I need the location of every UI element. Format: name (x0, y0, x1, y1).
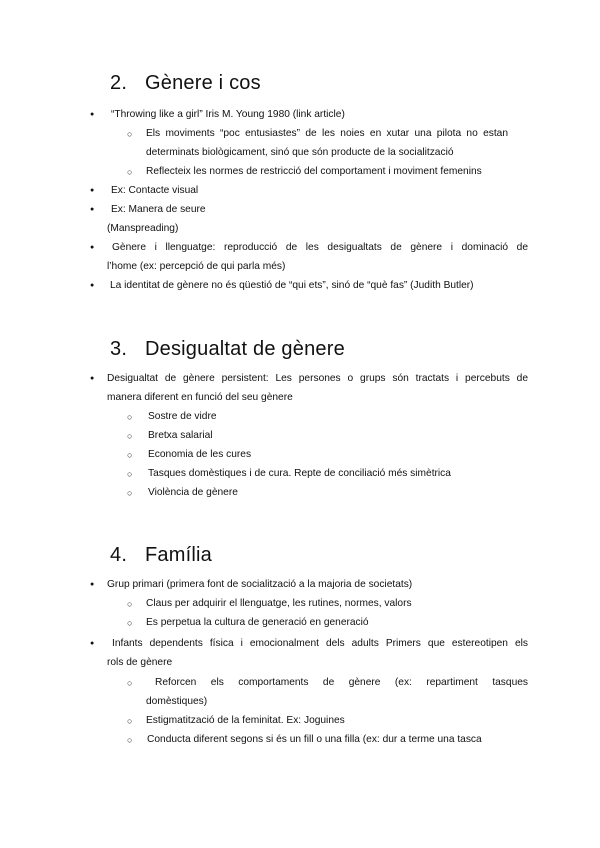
list-item-text: l’home (ex: percepció de qui parla més) (107, 261, 286, 272)
list-item-text: manera diferent en funció del seu gènere (107, 392, 293, 403)
list-item-text: Sostre de vidre (148, 411, 217, 422)
bullet-disc (90, 578, 94, 593)
section-heading-genere-i-cos (110, 72, 261, 95)
list-item-text: Desigualtat de gènere persistent: Les persones o grups són tractats i percebuts de (107, 373, 528, 384)
section-heading-familia (110, 544, 212, 567)
list-item-text: domèstiques) (146, 696, 208, 707)
bullet-disc (90, 637, 94, 652)
list-item-text: Claus per adquirir el llenguatge, les rutines, normes, valors (146, 598, 412, 609)
bullet-circle (127, 676, 132, 691)
list-item-text: Reforcen els comportaments de gènere (ex: repartiment tasques (155, 677, 528, 688)
list-item-text: Es perpetua la cultura de generació en generació (146, 617, 369, 628)
bullet-circle (127, 733, 132, 748)
list-item-text: Conducta diferent segons si és un fill o una filla (ex: dur a terme una tasca (147, 734, 482, 745)
bullet-circle (127, 467, 132, 482)
list-item-text: Els moviments “poc entusiastes” de les noies en xutar una pilota no estan (146, 128, 508, 139)
list-item-text: determinats biològicament, sinó que són producte de la socialització (146, 147, 454, 158)
list-item-text: La identitat de gènere no és qüestió de “qui ets”, sinó de “què fas” (Judith Butler) (110, 280, 474, 291)
bullet-circle (127, 429, 132, 444)
bullet-circle (127, 486, 132, 501)
bullet-circle (127, 165, 132, 180)
bullet-circle (127, 714, 132, 729)
list-item-text: rols de gènere (107, 657, 173, 668)
bullet-disc (90, 279, 94, 294)
section-number: 4. (110, 544, 128, 566)
section-number: 3. (110, 338, 128, 360)
list-item-text: Tasques domèstiques i de cura. Repte de conciliació més simètrica (148, 468, 451, 479)
section-title: Desigualtat de gènere (145, 338, 345, 360)
bullet-disc (90, 203, 94, 218)
bullet-circle (127, 448, 132, 463)
list-item-text: “Throwing like a girl” Iris M. Young 1980 (link article) (111, 109, 345, 120)
list-item-text: Economia de les cures (148, 449, 252, 460)
list-item-text: Grup primari (primera font de socialització a la majoria de societats) (107, 579, 413, 590)
bullet-circle (127, 597, 132, 612)
bullet-disc (90, 372, 94, 387)
list-item-text: Ex: Manera de seure (111, 204, 206, 215)
section-title: Gènere i cos (145, 72, 261, 94)
list-item-text: Reflecteix les normes de restricció del comportament i moviment femenins (146, 166, 482, 177)
section-number: 2. (110, 72, 128, 94)
bullet-disc (90, 108, 94, 123)
bullet-circle (127, 616, 132, 631)
list-item-text: Violència de gènere (148, 487, 238, 498)
list-item-text: Gènere i llenguatge: reproducció de les desigualtats de gènere i dominació de (112, 242, 528, 253)
list-item-text: Estigmatització de la feminitat. Ex: Joguines (146, 715, 345, 726)
bullet-circle (127, 410, 132, 425)
list-item-text: Ex: Contacte visual (111, 185, 199, 196)
bullet-disc (90, 184, 94, 199)
bullet-disc (90, 241, 94, 256)
list-item-text: Bretxa salarial (148, 430, 213, 441)
section-title: Família (145, 544, 212, 566)
list-item-text: (Manspreading) (107, 223, 179, 234)
bullet-circle (127, 127, 132, 142)
list-item-text: Infants dependents física i emocionalment dels adults Primers que estereotipen els (112, 638, 528, 649)
section-heading-desigualtat (110, 338, 345, 361)
